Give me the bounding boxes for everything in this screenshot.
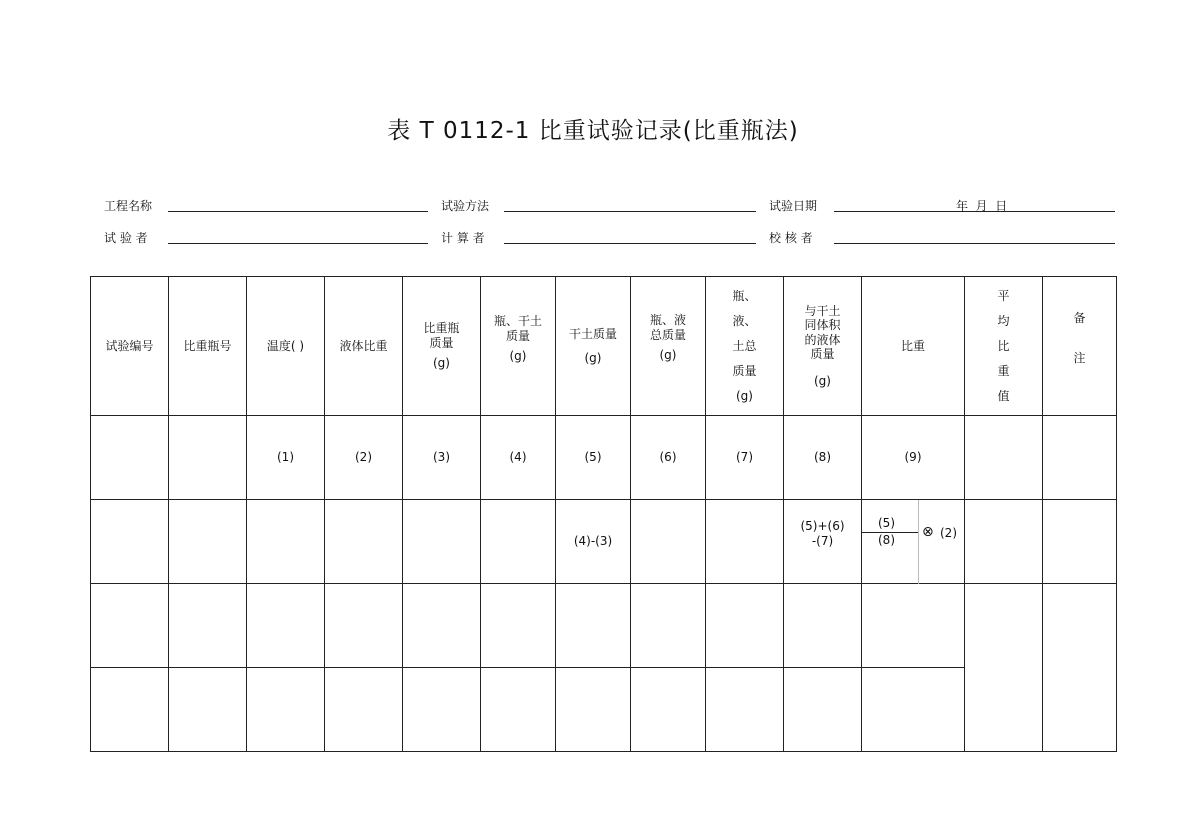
- table-cell[interactable]: [1043, 416, 1117, 500]
- header-bottle-soil-mass: [481, 277, 556, 416]
- project-name-label: 工程名称: [104, 199, 153, 213]
- header-liquid-sg: 液体比重: [325, 277, 403, 416]
- table-cell[interactable]: [247, 500, 325, 584]
- test-date-label: 试验日期: [769, 199, 818, 213]
- header-line: 瓶、: [732, 288, 757, 303]
- table-cell[interactable]: [706, 584, 784, 668]
- header-bottle-no: 比重瓶号: [169, 277, 247, 416]
- table-cell[interactable]: [965, 500, 1043, 584]
- header-line: 质量: [429, 335, 454, 350]
- table-cell[interactable]: [91, 500, 169, 584]
- table-cell[interactable]: [556, 584, 631, 668]
- header-line: 总质量: [649, 327, 686, 342]
- index-cell: (4): [481, 416, 556, 500]
- header-line: 与干土: [804, 304, 841, 319]
- project-name-field[interactable]: [168, 211, 428, 212]
- table-cell[interactable]: [965, 416, 1043, 500]
- header-temperature: 温度( ): [247, 277, 325, 416]
- table-cell[interactable]: [169, 416, 247, 500]
- header-line: 值: [997, 388, 1010, 403]
- table-row: [91, 668, 1117, 752]
- header-line: 干土质量: [568, 326, 617, 341]
- table-cell[interactable]: [91, 416, 169, 500]
- header-line: 质量: [732, 363, 757, 378]
- table-cell[interactable]: [169, 668, 247, 752]
- table-cell[interactable]: [247, 584, 325, 668]
- header-line: 的液体: [804, 332, 841, 347]
- table-cell[interactable]: [169, 584, 247, 668]
- header-line: 瓶、液: [649, 313, 686, 328]
- checker-label: 校 核 者: [769, 231, 813, 245]
- formula-line: -(7): [811, 533, 834, 548]
- dry-soil-formula: (4)-(3): [556, 500, 631, 584]
- unit-label: (g): [736, 388, 753, 403]
- tester-label: 试 验 者: [104, 231, 148, 245]
- table-cell[interactable]: [862, 668, 965, 752]
- record-table: [90, 276, 1117, 752]
- header-line: 土总: [732, 338, 757, 353]
- unit-label: (g): [814, 373, 831, 388]
- table-cell[interactable]: [91, 584, 169, 668]
- formula-line: (5)+(6): [800, 519, 845, 534]
- header-line: 平: [997, 288, 1010, 303]
- header-average-sg: [965, 277, 1043, 416]
- header-specific-gravity: 比重: [862, 277, 965, 416]
- header-line: 比重瓶: [423, 321, 460, 336]
- sg-numerator: (5): [878, 516, 895, 530]
- table-cell[interactable]: [403, 500, 481, 584]
- table-cell[interactable]: [169, 500, 247, 584]
- table-cell[interactable]: [631, 500, 706, 584]
- unit-label: (g): [509, 349, 527, 364]
- table-cell[interactable]: [784, 584, 862, 668]
- unit-label: (g): [659, 348, 677, 363]
- table-cell[interactable]: [325, 500, 403, 584]
- table-row: [91, 584, 1117, 668]
- header-row: [91, 277, 1117, 416]
- formula-separator: [918, 500, 919, 584]
- specific-gravity-formula: [862, 500, 965, 584]
- formula-row: [91, 500, 1117, 584]
- header-line: 比: [997, 338, 1010, 353]
- index-cell: (5): [556, 416, 631, 500]
- table-cell[interactable]: [706, 500, 784, 584]
- header-bottle-liquid-mass: [631, 277, 706, 416]
- header-line: 均: [997, 313, 1010, 328]
- header-line: 注: [1073, 351, 1086, 365]
- header-test-no: 试验编号: [91, 277, 169, 416]
- equal-volume-formula: [784, 500, 862, 584]
- calculator-label: 计 算 者: [441, 231, 485, 245]
- tester-field[interactable]: [168, 243, 428, 244]
- table-cell[interactable]: [403, 584, 481, 668]
- index-cell: (2): [325, 416, 403, 500]
- table-cell[interactable]: [862, 584, 965, 668]
- index-cell: (6): [631, 416, 706, 500]
- date-suffix: 年 月 日: [956, 199, 1008, 213]
- sg-fraction: [862, 500, 964, 547]
- header-dry-soil-mass: [556, 277, 631, 416]
- unit-label: (g): [433, 356, 450, 371]
- header-line: 液、: [732, 313, 757, 328]
- page-title: 表 T 0112-1 比重试验记录(比重瓶法): [387, 118, 799, 144]
- header-line: 瓶、干土: [493, 314, 542, 329]
- header-bottle-mass: [403, 277, 481, 416]
- header-line: 质量: [810, 347, 835, 362]
- table-cell[interactable]: [706, 668, 784, 752]
- header-equal-volume-liquid-mass: [784, 277, 862, 416]
- index-cell: (3): [403, 416, 481, 500]
- table-cell[interactable]: [631, 668, 706, 752]
- index-row: [91, 416, 1117, 500]
- table-cell[interactable]: [784, 668, 862, 752]
- table-cell[interactable]: [325, 668, 403, 752]
- table-cell[interactable]: [631, 584, 706, 668]
- test-method-label: 试验方法: [441, 199, 490, 213]
- index-cell: (1): [247, 416, 325, 500]
- table-cell[interactable]: [481, 584, 556, 668]
- header-line: 重: [997, 363, 1010, 378]
- header-line: 同体积: [804, 318, 841, 333]
- index-cell: (7): [706, 416, 784, 500]
- index-cell: (8): [784, 416, 862, 500]
- table-cell[interactable]: [403, 668, 481, 752]
- index-cell: (9): [862, 416, 965, 500]
- header-line: 备: [1073, 311, 1086, 325]
- table-cell[interactable]: [556, 668, 631, 752]
- table-cell[interactable]: [481, 668, 556, 752]
- sg-rhs: (2): [940, 526, 957, 540]
- table-cell[interactable]: [91, 668, 169, 752]
- header-line: 质量: [505, 328, 530, 343]
- table-cell[interactable]: [481, 500, 556, 584]
- checker-field[interactable]: [834, 243, 1115, 244]
- calculator-field[interactable]: [504, 243, 756, 244]
- table-cell[interactable]: [325, 584, 403, 668]
- multiply-operator: ⊗: [922, 524, 934, 540]
- header-bottle-liquid-soil-mass: [706, 277, 784, 416]
- table-cell[interactable]: [247, 668, 325, 752]
- sg-denominator: (8): [878, 533, 895, 547]
- test-method-field[interactable]: [504, 211, 756, 212]
- average-sg-cell[interactable]: [965, 584, 1043, 752]
- header-remarks: [1043, 277, 1117, 416]
- table-cell[interactable]: [1043, 500, 1117, 584]
- remarks-cell[interactable]: [1043, 584, 1117, 752]
- unit-label: (g): [584, 351, 602, 365]
